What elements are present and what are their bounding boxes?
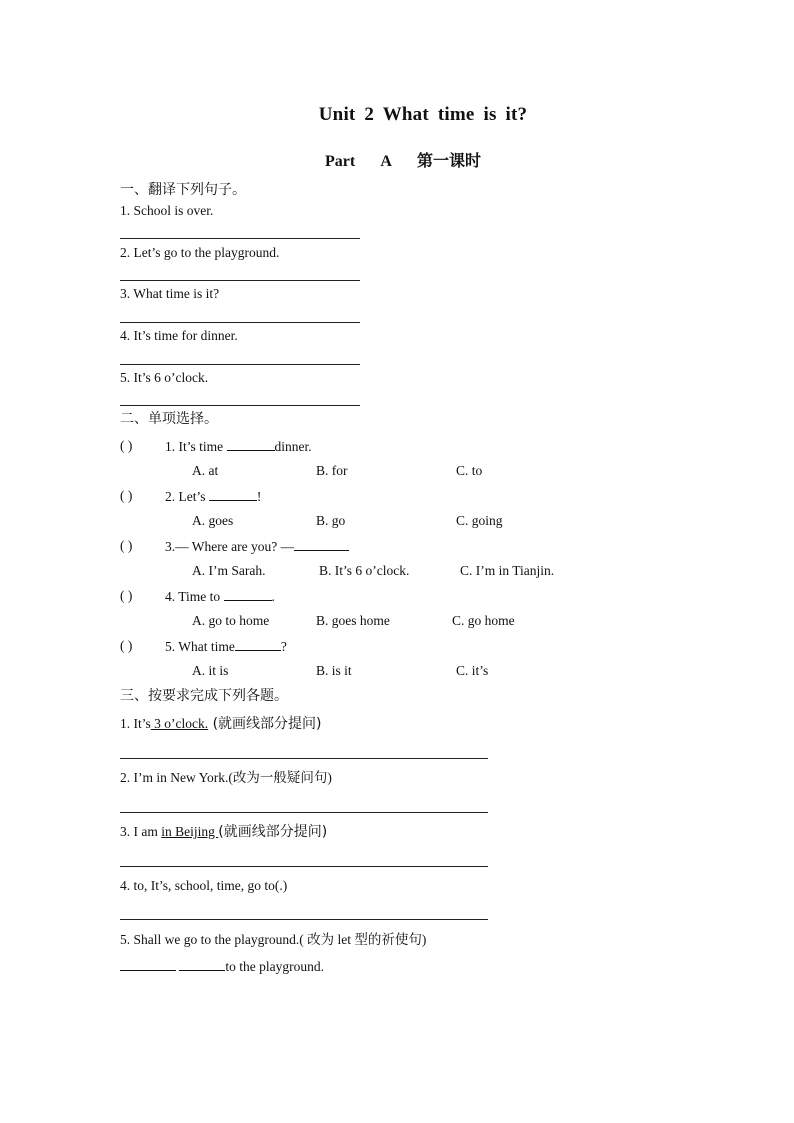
blank[interactable] bbox=[224, 588, 272, 601]
blank[interactable] bbox=[179, 958, 225, 971]
answer-bracket-2[interactable]: ( ) bbox=[120, 488, 133, 503]
page-title: Unit 2 What time is it? bbox=[318, 104, 528, 125]
choice-question-5 bbox=[165, 638, 287, 655]
question-stem: 4. Time to bbox=[165, 589, 224, 604]
option-a[interactable]: A. go to home bbox=[192, 613, 270, 628]
choice-question-4 bbox=[165, 588, 275, 605]
task-question-2 bbox=[120, 769, 332, 787]
task-question-1 bbox=[120, 715, 322, 733]
answer-bracket-3[interactable]: ( ) bbox=[120, 538, 133, 553]
option-a[interactable]: A. goes bbox=[192, 513, 234, 528]
task-answer-line-3[interactable] bbox=[120, 866, 488, 867]
translate-item-3: 3. What time is it? bbox=[120, 286, 220, 301]
answer-text: to the playground. bbox=[225, 959, 324, 974]
task-instruction: (就画线部分提问) bbox=[218, 824, 328, 840]
task-text: 4. to, It’s, school, time, go to(.) bbox=[120, 878, 288, 893]
answer-line-1[interactable] bbox=[120, 238, 360, 239]
option-c[interactable]: C. to bbox=[456, 463, 483, 478]
blank[interactable] bbox=[120, 958, 176, 971]
option-a[interactable]: A. at bbox=[192, 463, 219, 478]
question-stem: 1. It’s time bbox=[165, 439, 227, 454]
answer-line-5[interactable] bbox=[120, 405, 360, 406]
answer-line-2[interactable] bbox=[120, 280, 360, 281]
translate-item-4: 4. It’s time for dinner. bbox=[120, 328, 238, 343]
question-stem: 2. Let’s bbox=[165, 489, 209, 504]
option-a[interactable]: A. I’m Sarah. bbox=[192, 563, 266, 578]
answer-line-4[interactable] bbox=[120, 364, 360, 365]
task-text: 5. Shall we go to the playground.( 改为 let 型的祈使句) bbox=[120, 932, 427, 947]
question-stem-end: . bbox=[271, 589, 275, 604]
answer-bracket-5[interactable]: ( ) bbox=[120, 638, 133, 653]
blank[interactable] bbox=[294, 538, 349, 551]
answer-bracket-4[interactable]: ( ) bbox=[120, 588, 133, 603]
task-answer-line-4[interactable] bbox=[120, 919, 488, 920]
task-text: 1. It’s bbox=[120, 716, 151, 731]
answer-bracket-1[interactable]: ( ) bbox=[120, 438, 133, 453]
task-question-5 bbox=[120, 931, 426, 949]
section-heading-choice: 二、单项选择。 bbox=[120, 411, 218, 427]
task-text: 3. I am bbox=[120, 824, 162, 839]
page-subtitle: Part A 第一课时 bbox=[325, 153, 481, 170]
section-heading-tasks: 三、按要求完成下列各题。 bbox=[120, 688, 288, 704]
question-stem-end: ? bbox=[280, 639, 287, 654]
question-stem: 5. What time bbox=[165, 639, 235, 654]
option-a[interactable]: A. it is bbox=[192, 663, 229, 678]
task-question-3 bbox=[120, 823, 327, 841]
option-c[interactable]: C. go home bbox=[452, 613, 515, 628]
translate-item-5: 5. It’s 6 o’clock. bbox=[120, 370, 209, 385]
choice-question-2 bbox=[165, 488, 261, 505]
option-c[interactable]: C. I’m in Tianjin. bbox=[460, 563, 555, 578]
underlined-phrase: 3 o’clock. bbox=[150, 716, 209, 731]
section-heading-translate: 一、翻译下列句子。 bbox=[120, 182, 246, 198]
blank[interactable] bbox=[235, 638, 281, 651]
blank[interactable] bbox=[227, 438, 275, 451]
option-b[interactable]: B. It’s 6 o’clock. bbox=[319, 563, 410, 578]
task-answer-line-2[interactable] bbox=[120, 812, 488, 813]
underlined-phrase: in Beijing bbox=[161, 824, 219, 839]
task-answer-5 bbox=[120, 958, 324, 976]
question-stem: 3.— Where are you? — bbox=[165, 539, 295, 554]
option-c[interactable]: C. going bbox=[456, 513, 503, 528]
option-b[interactable]: B. for bbox=[316, 463, 348, 478]
option-c[interactable]: C. it’s bbox=[456, 663, 489, 678]
task-instruction: (就画线部分提问) bbox=[208, 716, 322, 732]
translate-item-2: 2. Let’s go to the playground. bbox=[120, 245, 280, 260]
question-stem-end: ! bbox=[256, 489, 262, 504]
answer-line-3[interactable] bbox=[120, 322, 360, 323]
option-b[interactable]: B. goes home bbox=[316, 613, 390, 628]
task-question-4 bbox=[120, 877, 287, 895]
question-stem-end: dinner. bbox=[274, 439, 312, 454]
translate-item-1: 1. School is over. bbox=[120, 203, 214, 218]
choice-question-3 bbox=[165, 538, 349, 555]
blank[interactable] bbox=[209, 488, 257, 501]
choice-question-1 bbox=[165, 438, 312, 455]
task-answer-line-1[interactable] bbox=[120, 758, 488, 759]
task-text: 2. I’m in New York.(改为一般疑问句) bbox=[120, 770, 332, 785]
option-b[interactable]: B. go bbox=[316, 513, 346, 528]
option-b[interactable]: B. is it bbox=[316, 663, 352, 678]
